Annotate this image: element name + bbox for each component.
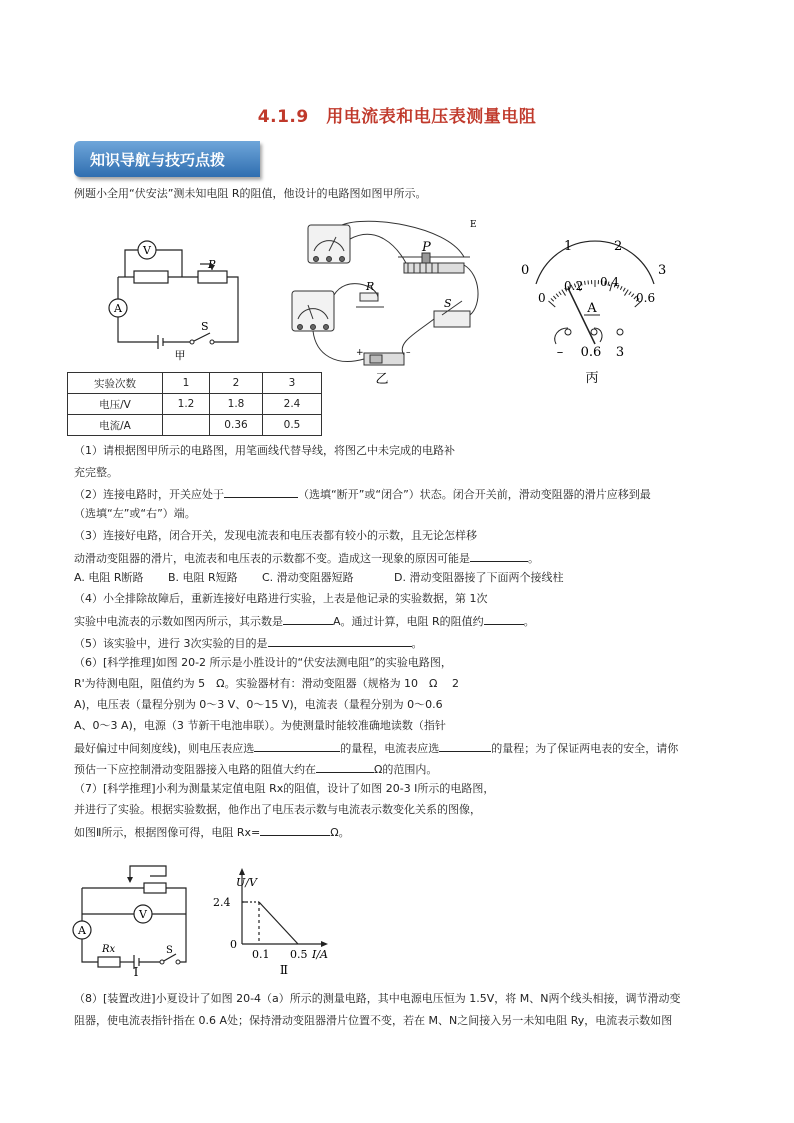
question-8-line-2: 阻器，使电流表指针指在 0.6 A处；保持滑动变阻器滑片位置不变，若在 M、N之间接入另一未知电阻 Ry，电流表示数如图 — [74, 1014, 673, 1027]
ui-graph-II — [212, 864, 342, 976]
table-cell: 电流/A — [68, 415, 163, 436]
question-7-unit: Ω。 — [330, 826, 350, 839]
question-1-line-2: 充完整。 — [74, 466, 118, 479]
dial-tick-mark — [624, 290, 628, 296]
figure-yi-label: 乙 — [375, 372, 389, 387]
option-a: A. 电阻 R断路 — [74, 571, 144, 584]
table-header-row — [68, 373, 322, 394]
question-6-line-3: A)，电压表（量程分别为 0～3 V、0～15 V)，电流表（量程分别为 0～0.6 — [74, 698, 443, 711]
dial-unit: A — [587, 301, 597, 316]
question-6-line-1: （6）[科学推理]如图 20-2 所示是小胜设计的“伏安法测电阻”的实验电路图， — [74, 656, 452, 669]
terminal-0-6: 0.6 — [580, 345, 602, 360]
question-6-text-c: 的量程；为了保证两电表的安全，请你 — [491, 742, 679, 755]
figure-I-label: Ⅰ — [133, 965, 139, 976]
figure-II-label: Ⅱ — [279, 963, 289, 976]
question-2-line-1 — [74, 486, 651, 502]
table-row — [68, 394, 322, 415]
question-6-line-2: R'为待测电阻，阻值约为 5 Ω。实验器材有：滑动变阻器（规格为 10 Ω 2 — [74, 677, 459, 690]
dial-tick-mark — [556, 294, 559, 297]
apparatus-figure-yi — [286, 215, 486, 387]
ammeter-dial-bing — [508, 236, 678, 386]
dial-tick-bottom-1: 0.2 — [564, 279, 584, 293]
answer-blank-voltmeter-range — [254, 740, 340, 752]
dial-tick-mark — [623, 288, 625, 291]
question-8-line-1: （8）[装置改进]小夏设计了如图 20-4（a）所示的测量电路，其中电源电压恒为 1.5V，将 M、N两个线头相接，调节滑动变 — [74, 992, 681, 1005]
question-7-line-3 — [74, 824, 350, 840]
question-4-line-2 — [74, 613, 535, 629]
graph-y-axis-label: U/V — [236, 876, 257, 889]
answer-blank-rheostat-range — [316, 761, 374, 773]
question-7-line-2: 并进行了实验。根据实验数据，他作出了电压表示数与电流表示数变化关系的图像， — [74, 803, 481, 816]
resistor-label: R — [366, 280, 375, 293]
question-4-text-b: A。通过计算，电阻 R的阻值约 — [333, 615, 484, 628]
corner-mark: E — [470, 220, 477, 230]
graph-origin: 0 — [230, 938, 237, 951]
graph-x-tick-1: 0.1 — [252, 948, 270, 961]
switch-symbol-I: S — [166, 945, 173, 956]
question-2-text-b: （选填“断开”或“闭合”）状态。闭合开关前，滑动变阻器的滑片应移到最 — [298, 488, 651, 501]
question-4-line-1: （4）小全排除故障后，重新连接好电路进行实验，上表是他记录的实验数据，第 1次 — [74, 592, 488, 605]
page-title: 4.1.9 用电流表和电压表测量电阻 — [257, 107, 537, 127]
dial-tick-mark — [551, 298, 554, 301]
circuit-diagram-I — [70, 858, 200, 976]
ammeter-symbol: A — [114, 302, 122, 315]
battery-minus: – — [406, 348, 411, 358]
answer-blank-cause — [470, 550, 528, 562]
graph-y-value: 2.4 — [213, 896, 231, 909]
table-cell: 电压/V — [68, 394, 163, 415]
dial-tick-mark — [553, 296, 556, 299]
figure-bing-label: 丙 — [585, 371, 599, 386]
dial-tick-mark — [585, 281, 586, 285]
question-3-options — [74, 571, 563, 585]
rheostat-slider-label: P — [422, 240, 431, 255]
question-5-line — [74, 635, 423, 651]
graph-x-tick-2: 0.5 — [290, 948, 308, 961]
question-3-text: 动滑动变阻器的滑片，电流表和电压表的示数都不变。造成这一现象的原因可能是 — [74, 552, 470, 565]
terminal-negative: – — [556, 345, 564, 360]
section-banner-label: 知识导航与技巧点拨 — [90, 151, 226, 169]
question-5-text: （5）该实验中，进行 3次实验的目的是 — [74, 637, 268, 650]
question-6-text-b: 的量程，电流表应选 — [340, 742, 440, 755]
figure-jia-label: 甲 — [174, 349, 186, 362]
question-3-line-2 — [74, 550, 539, 566]
question-7-text: 如图Ⅱ所示，根据图像可得，电阻 Rx= — [74, 826, 261, 839]
question-4-period: 。 — [523, 615, 535, 628]
question-1-line-1: （1）请根据图甲所示的电路图，用笔画线代替导线，将图乙中未完成的电路补 — [74, 444, 455, 457]
question-3-period: 。 — [528, 552, 539, 565]
dial-tick-mark — [629, 292, 631, 295]
dial-tick-top-0: 0 — [521, 263, 530, 278]
question-6-line-4: A、0～3 A)，电源（3 节新干电池串联）。为使测量时能较准确地读数（指针 — [74, 719, 446, 732]
question-2-text-a: （2）连接电路时，开关应处于 — [74, 488, 224, 501]
answer-blank-resistance — [484, 613, 524, 625]
graph-line — [259, 902, 298, 944]
answer-blank-ammeter-range — [439, 740, 491, 752]
dial-tick-mark — [559, 292, 561, 295]
intro-text: 例题小全用“伏安法”测未知电阻 R的阻值，他设计的电路图如图甲所示。 — [74, 187, 427, 200]
dial-tick-mark — [631, 294, 634, 297]
answer-blank-switch-state — [224, 486, 298, 498]
dial-tick-bottom-3: 0.6 — [636, 291, 656, 305]
table-cell: 2.4 — [263, 394, 322, 415]
dial-tick-top-2: 2 — [614, 239, 623, 254]
question-4-text-a: 实验中电流表的示数如图丙所示，其示数是 — [74, 615, 283, 628]
question-6-text-e: Ω的范围内。 — [374, 763, 438, 776]
question-6-text-a: 最好偏过中间刻度线)，则电压表应选 — [74, 742, 255, 755]
question-6-line-6 — [74, 761, 437, 777]
question-2-line-2: （选填“左”或“右”）端。 — [74, 507, 196, 520]
graph-x-axis-label: I/A — [312, 948, 328, 961]
question-7-line-1: （7）[科学推理]小利为测量某定值电阻 Rx的阻值，设计了如图 20-3 Ⅰ所示的电路图， — [74, 782, 495, 795]
answer-blank-rx — [260, 824, 330, 836]
table-cell — [163, 415, 210, 436]
table-cell: 0.36 — [210, 415, 263, 436]
option-c: C. 滑动变阻器短路 — [262, 571, 354, 584]
option-d: D. 滑动变阻器接了下面两个接线柱 — [394, 571, 564, 584]
voltmeter-symbol: V — [143, 244, 151, 257]
section-banner — [74, 141, 260, 177]
ammeter-symbol-I: A — [78, 924, 86, 937]
dial-tick-top-1: 1 — [564, 239, 573, 254]
table-header-cell: 实验次数 — [68, 373, 163, 394]
rx-label: Rx — [102, 944, 116, 955]
table-header-cell: 3 — [263, 373, 322, 394]
question-3-line-1: （3）连接好电路，闭合开关，发现电流表和电压表都有较小的示数，且无论怎样移 — [74, 529, 477, 542]
table-cell: 1.8 — [210, 394, 263, 415]
question-6-text-d: 预估一下应控制滑动变阻器接入电路的阻值大约在 — [74, 763, 316, 776]
dial-tick-mark — [620, 286, 622, 290]
switch-label: S — [444, 297, 452, 310]
table-cell: 1.2 — [163, 394, 210, 415]
table-cell: 0.5 — [263, 415, 322, 436]
dial-tick-top-3: 3 — [658, 263, 667, 278]
option-b: B. 电阻 R短路 — [168, 571, 238, 584]
battery-plus: + — [356, 348, 364, 358]
experiment-table — [67, 372, 322, 436]
table-row — [68, 415, 322, 436]
dial-tick-mark — [548, 301, 555, 307]
table-header-cell: 2 — [210, 373, 263, 394]
dial-tick-bottom-0: 0 — [538, 291, 546, 305]
dial-tick-bottom-2: 0.4 — [600, 275, 620, 289]
answer-blank-current — [283, 613, 333, 625]
question-6-line-5 — [74, 740, 678, 756]
slider-symbol: P — [208, 258, 216, 271]
circuit-diagram-jia — [100, 232, 260, 362]
question-5-period: 。 — [411, 637, 423, 650]
switch-symbol: S — [201, 320, 209, 333]
terminal-3: 3 — [615, 345, 625, 360]
answer-blank-purpose — [268, 635, 412, 647]
voltmeter-symbol-I: V — [139, 908, 147, 921]
table-header-cell: 1 — [163, 373, 210, 394]
